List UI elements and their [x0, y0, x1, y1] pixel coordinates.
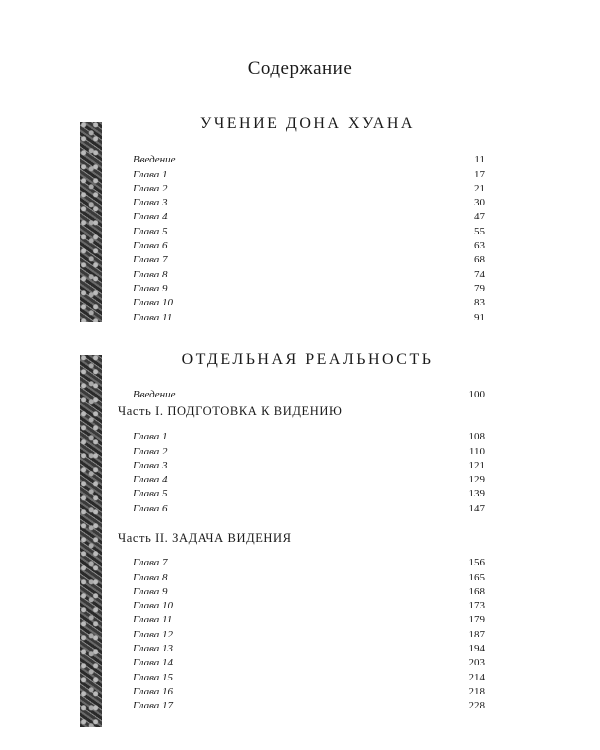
toc-entry [133, 496, 485, 510]
toc-entry-label: Глава 5 [133, 225, 168, 234]
toc-entry [133, 551, 485, 565]
toc-leader-dots [177, 622, 465, 636]
toc-leader-dots [172, 482, 466, 496]
toc-entry [133, 680, 485, 694]
toc-leader-dots [172, 162, 471, 176]
toc-page-number: 173 [468, 600, 485, 609]
toc-page-number: 214 [468, 671, 485, 680]
toc-entry-label: Глава 1 [133, 431, 168, 440]
toc-leader-dots [172, 551, 466, 565]
toc-page-number: 218 [468, 685, 485, 694]
toc-leader-dots [172, 191, 471, 205]
toc-page-number: 79 [474, 282, 485, 291]
toc-entry [133, 482, 485, 496]
toc-entry [133, 594, 485, 608]
toc-entry [133, 383, 485, 397]
toc-entry [133, 439, 485, 453]
toc-page-number: 55 [474, 225, 485, 234]
toc-leader-dots [177, 665, 465, 679]
toc-entry-label: Глава 2 [133, 182, 168, 191]
toc-entry-label: Глава 9 [133, 585, 168, 594]
toc-page-number: 100 [468, 389, 485, 398]
toc-leader-dots [176, 305, 471, 319]
toc-page-number: 63 [474, 240, 485, 249]
section-title: УЧЕНИЕ ДОНА ХУАНА [200, 115, 415, 132]
toc-entry-label: Глава 2 [133, 445, 168, 454]
toc-entry [133, 291, 485, 305]
toc-entry [133, 454, 485, 468]
toc-entry-label: Глава 5 [133, 488, 168, 497]
toc-entry [133, 580, 485, 594]
page-title: Содержание [247, 58, 353, 79]
toc-leader-dots [177, 291, 471, 305]
toc-leader-dots [177, 594, 465, 608]
toc-entry [133, 262, 485, 276]
toc-list [133, 383, 485, 397]
toc-page-number: 187 [468, 628, 485, 637]
toc-entry [133, 694, 485, 708]
toc-entry-label: Глава 6 [133, 240, 168, 249]
toc-entry-label: Глава 6 [133, 502, 168, 511]
toc-entry-label: Глава 13 [133, 643, 174, 652]
toc-leader-dots [172, 277, 471, 291]
toc-leader-dots [172, 219, 471, 233]
toc-entry-label: Глава 7 [133, 557, 168, 566]
toc-entry [133, 425, 485, 439]
toc-entry-label: Глава 3 [133, 459, 168, 468]
toc-entry-label: Глава 15 [133, 671, 174, 680]
section-title: ОТДЕЛЬНАЯ РЕАЛЬНОСТЬ [181, 351, 434, 368]
toc-leader-dots [172, 496, 466, 510]
toc-entry-label: Введение [133, 389, 176, 398]
toc-entry-label: Глава 12 [133, 628, 174, 637]
toc-page-number: 139 [468, 488, 485, 497]
toc-page-number: 91 [474, 311, 485, 320]
toc-entry [133, 277, 485, 291]
toc-leader-dots [172, 454, 466, 468]
toc-leader-dots [172, 262, 471, 276]
toc-page-number: 108 [468, 431, 485, 440]
toc-entry [133, 177, 485, 191]
toc-leader-dots [180, 383, 466, 397]
toc-page-number: 11 [474, 154, 485, 163]
toc-entry [133, 205, 485, 219]
toc-page-number: 121 [468, 459, 485, 468]
toc-entry-label: Глава 14 [133, 657, 174, 666]
part-title: Часть II. ЗАДАЧА ВИДЕНИЯ [118, 531, 292, 545]
toc-leader-dots [172, 205, 471, 219]
toc-entry [133, 148, 485, 162]
toc-entry-label: Глава 11 [133, 311, 173, 320]
toc-leader-dots [172, 425, 466, 439]
toc-leader-dots [172, 248, 471, 262]
toc-entry-label: Глава 9 [133, 282, 168, 291]
toc-entry-label: Введение [133, 154, 176, 163]
toc-list [133, 551, 485, 708]
toc-entry-label: Глава 4 [133, 474, 168, 483]
toc-list [133, 148, 485, 320]
toc-entry [133, 191, 485, 205]
toc-entry [133, 565, 485, 579]
toc-entry [133, 162, 485, 176]
toc-entry [133, 248, 485, 262]
toc-leader-dots [172, 565, 466, 579]
toc-page-number: 179 [468, 614, 485, 623]
toc-page-number: 17 [474, 168, 485, 177]
toc-page-number: 30 [474, 197, 485, 206]
toc-entry-label: Глава 10 [133, 600, 174, 609]
toc-page-number: 168 [468, 585, 485, 594]
toc-page-number: 74 [474, 268, 485, 277]
toc-page-number: 147 [468, 502, 485, 511]
toc-entry-label: Глава 3 [133, 197, 168, 206]
toc-page-number: 156 [468, 557, 485, 566]
toc-list [133, 425, 485, 511]
toc-entry [133, 305, 485, 319]
toc-entry-label: Глава 16 [133, 685, 174, 694]
toc-page-number: 165 [468, 571, 485, 580]
toc-page-number: 83 [474, 297, 485, 306]
toc-leader-dots [177, 694, 465, 708]
toc-page-number: 68 [474, 254, 485, 263]
toc-leader-dots [177, 680, 465, 694]
toc-leader-dots [172, 177, 471, 191]
toc-leader-dots [180, 148, 472, 162]
decorative-image-strip [80, 355, 102, 727]
toc-entry-label: Глава 8 [133, 268, 168, 277]
toc-entry [133, 651, 485, 665]
toc-entry [133, 219, 485, 233]
toc-entry [133, 665, 485, 679]
toc-entry [133, 234, 485, 248]
toc-entry [133, 468, 485, 482]
toc-leader-dots [172, 439, 466, 453]
toc-page-number: 203 [468, 657, 485, 666]
toc-leader-dots [177, 651, 465, 665]
toc-entry [133, 608, 485, 622]
decorative-image-strip [80, 122, 102, 322]
toc-leader-dots [177, 637, 465, 651]
part-title: Часть I. ПОДГОТОВКА К ВИДЕНИЮ [118, 404, 343, 418]
toc-page-number: 228 [468, 700, 485, 709]
toc-entry-label: Глава 8 [133, 571, 168, 580]
toc-entry-label: Глава 10 [133, 297, 174, 306]
toc-entry-label: Глава 1 [133, 168, 168, 177]
toc-page-number: 194 [468, 643, 485, 652]
toc-entry-label: Глава 4 [133, 211, 168, 220]
toc-leader-dots [172, 468, 466, 482]
toc-entry [133, 637, 485, 651]
toc-entry-label: Глава 7 [133, 254, 168, 263]
toc-entry-label: Глава 11 [133, 614, 173, 623]
toc-leader-dots [172, 580, 466, 594]
toc-page-number: 110 [468, 445, 485, 454]
toc-page-number: 21 [474, 182, 485, 191]
toc-page-number: 47 [474, 211, 485, 220]
toc-page-number: 129 [468, 474, 485, 483]
toc-leader-dots [172, 234, 471, 248]
toc-entry-label: Глава 17 [133, 700, 174, 709]
toc-entry [133, 622, 485, 636]
toc-leader-dots [176, 608, 465, 622]
